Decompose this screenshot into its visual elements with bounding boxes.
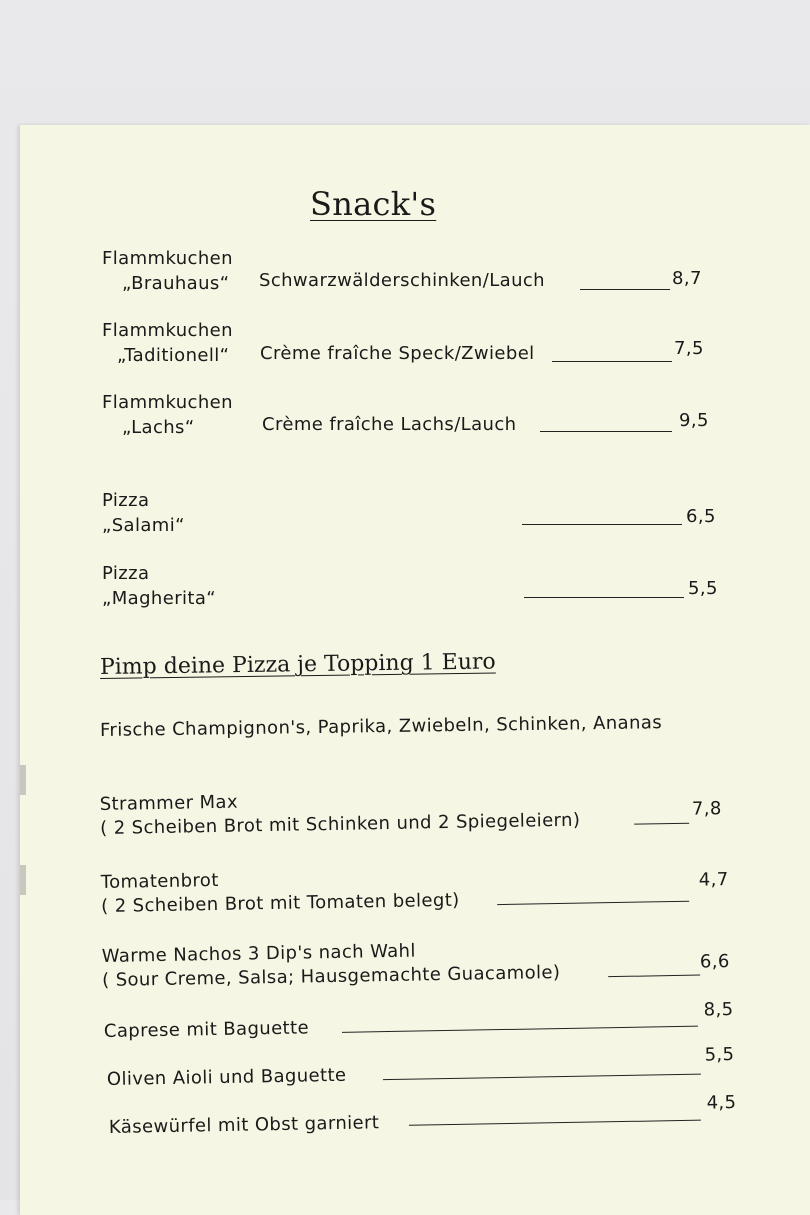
item-name: Pizza	[102, 563, 150, 584]
item-description: Schwarzwälderschinken/Lauch	[259, 270, 545, 291]
item-price: 6,5	[686, 506, 716, 527]
item-price: 7,5	[674, 338, 704, 359]
menu-item-kaesewuerfel	[108, 1092, 769, 1146]
item-price: 9,5	[679, 410, 709, 431]
menu-item-oliven-aioli	[106, 1044, 767, 1098]
item-name: Flammkuchen	[102, 392, 233, 413]
item-variant: „Lachs“	[122, 417, 195, 438]
menu-title: Snack's	[310, 185, 437, 223]
item-name: Oliven Aioli und Baguette	[106, 1064, 347, 1090]
price-leader	[383, 1074, 701, 1081]
price-leader	[522, 524, 682, 525]
menu-sheet	[20, 125, 810, 1215]
menu-item-tomatenbrot	[101, 859, 762, 921]
item-name: Strammer Max	[99, 791, 239, 816]
edge-shadow	[20, 865, 26, 895]
menu-item-flammkuchen-lachs	[102, 391, 762, 441]
item-price: 4,5	[706, 1092, 737, 1114]
price-leader	[409, 1120, 701, 1126]
item-name: Caprese mit Baguette	[103, 1017, 310, 1042]
item-price: 6,6	[699, 951, 730, 973]
item-price: 8,7	[672, 268, 702, 289]
item-name: Käsewürfel mit Obst garniert	[108, 1112, 380, 1138]
menu-item-flammkuchen-traditionell	[102, 319, 762, 369]
price-leader	[552, 361, 672, 362]
item-name: Tomatenbrot	[100, 869, 219, 894]
item-description: ( 2 Scheiben Brot mit Tomaten belegt)	[101, 889, 460, 917]
item-name: Warme Nachos 3 Dip's nach Wahl	[101, 940, 416, 968]
menu-item-pizza-magherita	[102, 562, 762, 612]
menu-item-strammer-max	[100, 781, 761, 843]
item-price: 8,5	[703, 999, 734, 1021]
item-variant: „Brauhaus“	[122, 273, 230, 294]
menu-item-pizza-salami	[102, 489, 762, 539]
price-leader	[524, 597, 684, 598]
topping-heading: Pimp deine Pizza je Topping 1 Euro	[99, 649, 496, 680]
price-leader	[497, 901, 689, 905]
item-name: Pizza	[102, 490, 150, 511]
item-price: 4,7	[698, 869, 729, 891]
menu-item-warme-nachos	[102, 933, 763, 995]
topping-list: Frische Champignon's, Paprika, Zwiebeln, Schinken, Ananas	[99, 712, 663, 741]
item-variant: „Taditionell“	[117, 345, 230, 366]
item-description: ( 2 Scheiben Brot mit Schinken und 2 Spiegeleiern)	[100, 809, 581, 839]
menu-item-flammkuchen-brauhaus	[102, 247, 762, 297]
edge-shadow	[20, 765, 26, 795]
item-price: 5,5	[704, 1044, 735, 1066]
price-leader	[634, 823, 689, 825]
price-leader	[540, 431, 672, 432]
item-description: Crème fraîche Lachs/Lauch	[262, 414, 517, 435]
price-leader	[580, 289, 670, 290]
price-leader	[608, 975, 700, 978]
item-name: Flammkuchen	[102, 320, 233, 341]
item-description: Crème fraîche Speck/Zwiebel	[260, 343, 535, 364]
item-description: ( Sour Creme, Salsa; Hausgemachte Guacamole)	[102, 962, 561, 991]
item-name: Flammkuchen	[102, 248, 233, 269]
item-variant: „Salami“	[102, 515, 185, 536]
price-leader	[342, 1026, 698, 1033]
item-price: 7,8	[691, 798, 722, 820]
menu-item-caprese	[103, 999, 764, 1050]
item-price: 5,5	[688, 578, 718, 599]
item-variant: „Magherita“	[102, 588, 217, 609]
